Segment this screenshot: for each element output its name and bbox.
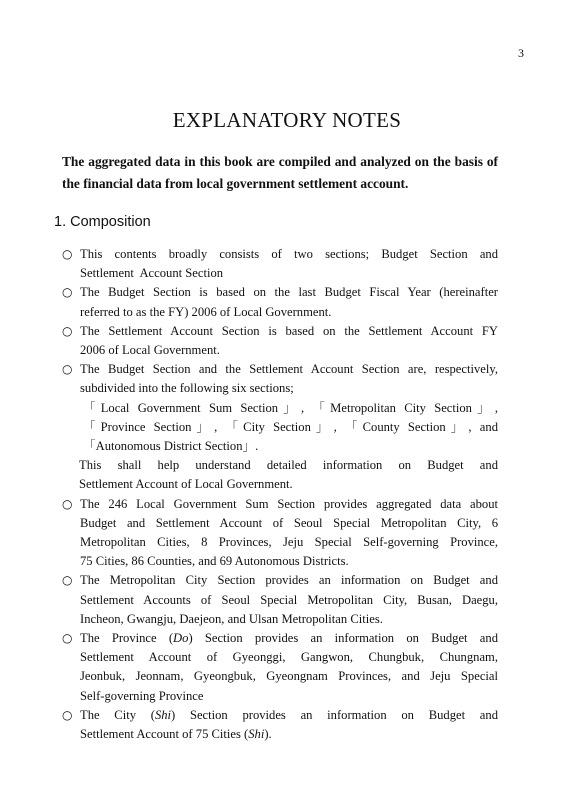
note-item-5 [62, 495, 498, 572]
note-4-line-7: Settlement Account of Local Government. [79, 477, 293, 492]
note-4-line-4: 「Province Section」, 「City Section」, 「County Section」, and [83, 419, 498, 434]
note-7-do-term: Do [173, 631, 189, 646]
note-item-7 [62, 629, 498, 706]
note-8-shi-term-2: Shi [248, 727, 265, 742]
note-7-line-1-a: The Province ( [80, 631, 174, 646]
note-1-line-1: This contents broadly consists of two sections; Budget Section and [80, 247, 498, 261]
note-4-line-5: 「Autonomous District Section」. [83, 439, 259, 454]
bullet-circle-icon: ○ [62, 631, 73, 646]
bullet-circle-icon: ○ [62, 707, 73, 722]
note-item-2 [62, 283, 498, 321]
note-item-6 [62, 571, 498, 629]
note-1-line-2: Settlement Account Section [80, 266, 224, 281]
bullet-circle-icon: ○ [62, 573, 73, 588]
bullet-circle-icon: ○ [62, 247, 73, 261]
bullet-circle-icon: ○ [62, 496, 73, 511]
note-2-line-2: referred to as the FY) 2006 of Local Government. [80, 304, 332, 319]
note-7-line-1-c: ) Section provides an information on Budget and [188, 631, 498, 646]
note-2-line-1: The Budget Section is based on the last Budget Fiscal Year (hereinafter [80, 285, 498, 300]
bullet-circle-icon: ○ [62, 323, 73, 338]
note-5-line-1: The 246 Local Government Sum Section provides aggregated data about [80, 496, 498, 511]
page-number: 3 [518, 46, 524, 60]
note-7-line-4: Self-governing Province [80, 688, 204, 703]
section-heading-composition: 1. Composition [54, 214, 151, 230]
note-6-line-3: Incheon, Gwangju, Daejeon, and Ulsan Metropolitan Cities. [80, 611, 383, 626]
note-7-line-1 [80, 629, 498, 648]
note-5-line-3: Metropolitan Cities, 8 Provinces, Jeju Special Self-governing Province, [80, 535, 498, 550]
note-8-line-1-c: ) Section provides an information on Budget and [171, 707, 498, 722]
composition-notes-list [62, 245, 498, 744]
note-8-line-2 [80, 725, 498, 744]
note-item-1 [62, 245, 498, 283]
bullet-circle-icon: ○ [62, 362, 73, 377]
note-4-line-3: 「Local Government Sum Section」, 「Metropolitan City Section」, [83, 400, 498, 415]
note-7-line-3: Jeonbuk, Jeonnam, Gyeongbuk, Gyeongnam Provinces, and Jeju Special [80, 669, 498, 684]
note-8-line-1 [80, 706, 498, 725]
note-8-shi-term: Shi [154, 707, 172, 722]
note-4-line-1: The Budget Section and the Settlement Account Section are, respectively, [80, 362, 498, 377]
note-item-3 [62, 322, 498, 360]
intro-paragraph: The aggregated data in this book are compiled and analyzed on the basis of the financial data from local government settlement account. [62, 154, 498, 191]
note-8-line-2-a: Settlement Account of 75 Cities ( [80, 727, 249, 742]
note-8-line-2-c: ). [264, 727, 272, 742]
note-4-line-2: subdivided into the following six sections; [80, 381, 294, 396]
note-8-line-1-a: The City ( [80, 707, 155, 722]
note-6-line-2: Settlement Accounts of Seoul Special Metropolitan City, Busan, Daegu, [80, 592, 498, 607]
note-7-line-2: Settlement Account of Gyeonggi, Gangwon, Chungbuk, Chungnam, [80, 650, 498, 665]
note-3-line-2: 2006 of Local Government. [80, 343, 220, 358]
note-4-line-6: This shall help understand detailed information on Budget and [79, 458, 498, 473]
note-item-8 [62, 706, 498, 744]
bullet-circle-icon: ○ [62, 285, 73, 300]
note-5-line-2: Budget and Settlement Account of Seoul Special Metropolitan City, 6 [80, 515, 498, 530]
note-item-4 [62, 360, 498, 494]
note-6-line-1: The Metropolitan City Section provides an information on Budget and [80, 573, 498, 588]
note-5-line-4: 75 Cities, 86 Counties, and 69 Autonomous Districts. [80, 554, 349, 569]
note-3-line-1: The Settlement Account Section is based on the Settlement Account FY [80, 323, 498, 338]
page-title: EXPLANATORY NOTES [172, 108, 402, 132]
